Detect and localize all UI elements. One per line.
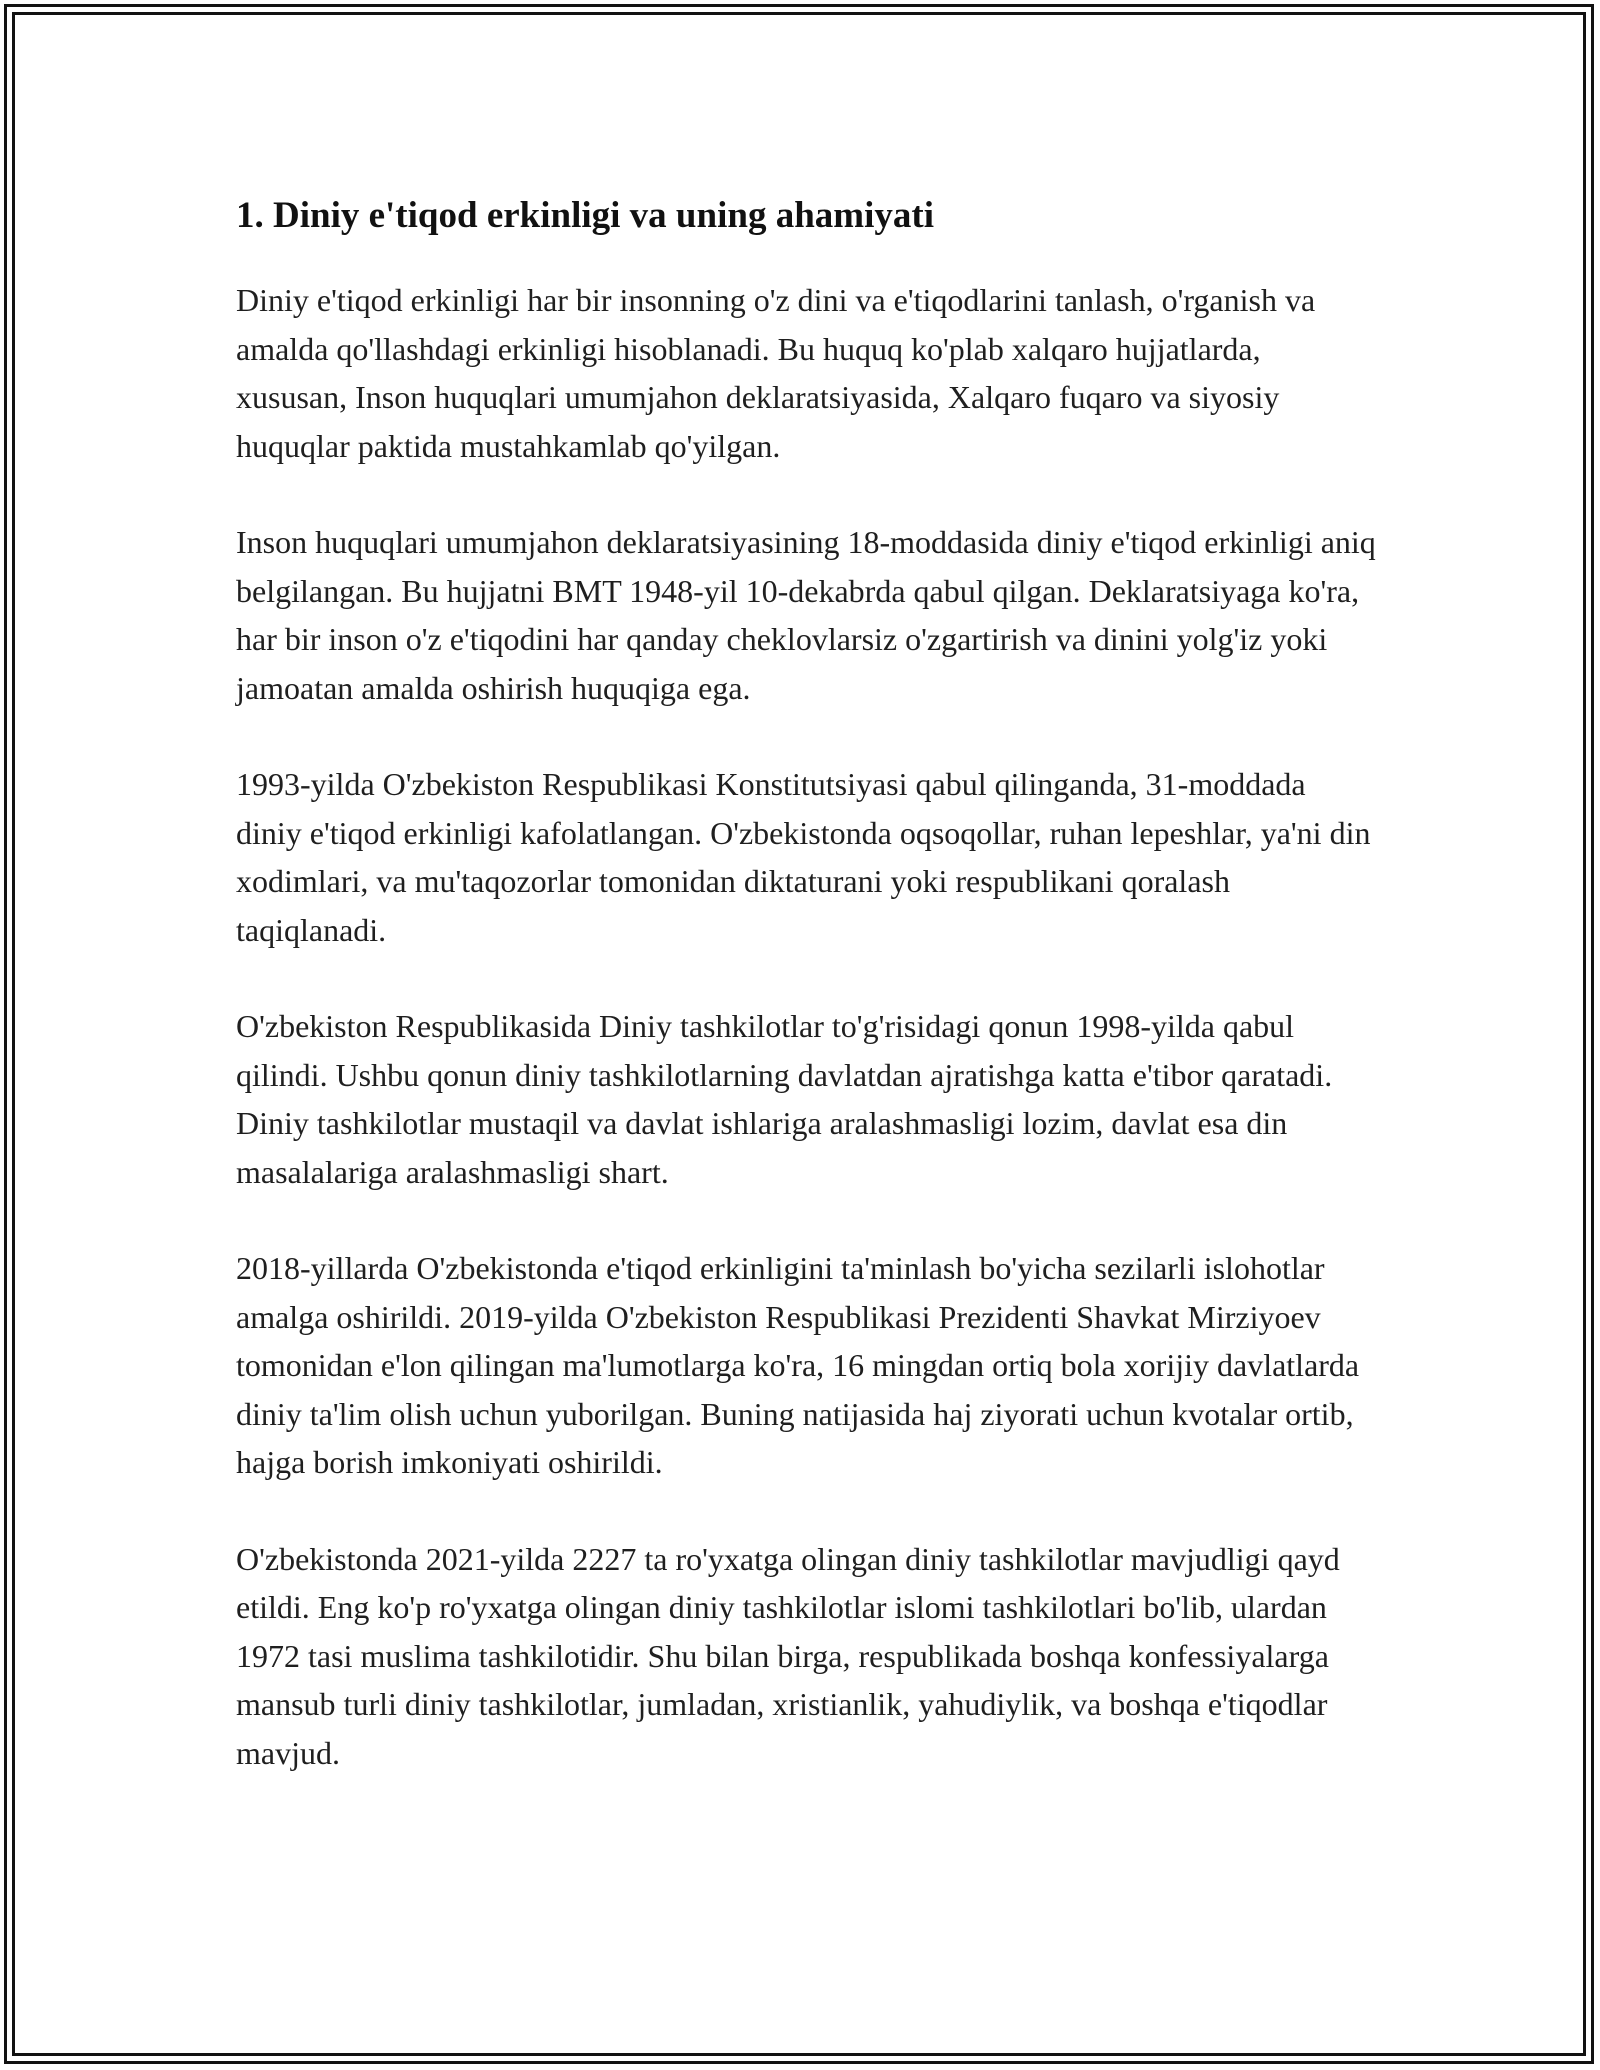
paragraph-1: Diniy e'tiqod erkinligi har bir insonning o'z dini va e'tiqodlarini tanlash, o'rganish va amalda qo'llashdagi erkinligi hisoblanadi. Bu huquq ko'plab xalqaro hujjatlarda, xususan, Inson huquqlari umumjahon deklaratsiyasida, Xalqaro fuqaro va siyosiy huquqlar paktida mustahkamlab qo'yilgan. <box>236 282 1316 464</box>
document-body <box>236 186 1376 1825</box>
paragraph-6: O'zbekistonda 2021-yilda 2227 ta ro'yxatga olingan diniy tashkilotlar mavjudligi qayd etildi. Eng ko'p ro'yxatga olingan diniy tashkilotlar islomi tashkilotlari bo'lib, ulardan 1972 tasi muslima tashkilotidir. Shu bilan birga, respublikada boshqa konfessiyalarga mansub turli diniy tashkilotlar, jumladan, xristianlik, yahudiylik, va boshqa e'tiqodlar mavjud. <box>236 1540 1340 1771</box>
paragraph-3: 1993-yilda O'zbekiston Respublikasi Konstitutsiyasi qabul qilinganda, 31-moddada diniy e'tiqod erkinligi kafolatlangan. O'zbekistonda oqsoqollar, ruhan lepeshlar, ya'ni din xodimlari, va mu'taqozorlar tomonidan diktaturani yoki respublikani qoralash taqiqlanadi. <box>236 766 1371 948</box>
section-heading: 1. Diniy e'tiqod erkinligi va uning ahamiyati <box>236 195 934 236</box>
paragraph-2: Inson huquqlari umumjahon deklaratsiyasining 18-moddasida diniy e'tiqod erkinligi aniq belgilangan. Bu hujjatni BMT 1948-yil 10-dekabrda qabul qilgan. Deklaratsiyaga ko'ra, har bir inson o'z e'tiqodini har qanday cheklovlarsiz o'zgartirish va dinini yolg'iz yoki jamoatan amalda oshirish huquqiga ega. <box>236 524 1376 706</box>
paragraph-4: O'zbekiston Respublikasida Diniy tashkilotlar to'g'risidagi qonun 1998-yilda qabul qilindi. Ushbu qonun diniy tashkilotlarning davlatdan ajratishga katta e'tibor qaratadi. Diniy tashkilotlar mustaqil va davlat ishlariga aralashmasligi lozim, davlat esa din masalalariga aralashmasligi shart. <box>236 1008 1333 1190</box>
paragraph-5: 2018-yillarda O'zbekistonda e'tiqod erkinligini ta'minlash bo'yicha sezilarli islohotlar amalga oshirildi. 2019-yilda O'zbekiston Respublikasi Prezidenti Shavkat Mirziyoev tomonidan e'lon qilingan ma'lumotlarga ko'ra, 16 mingdan ortiq bola xorijiy davlatlarda diniy ta'lim olish uchun yuborilgan. Buning natijasida haj ziyorati uchun kvotalar ortib, hajga borish imkoniyati oshirildi. <box>236 1250 1360 1480</box>
